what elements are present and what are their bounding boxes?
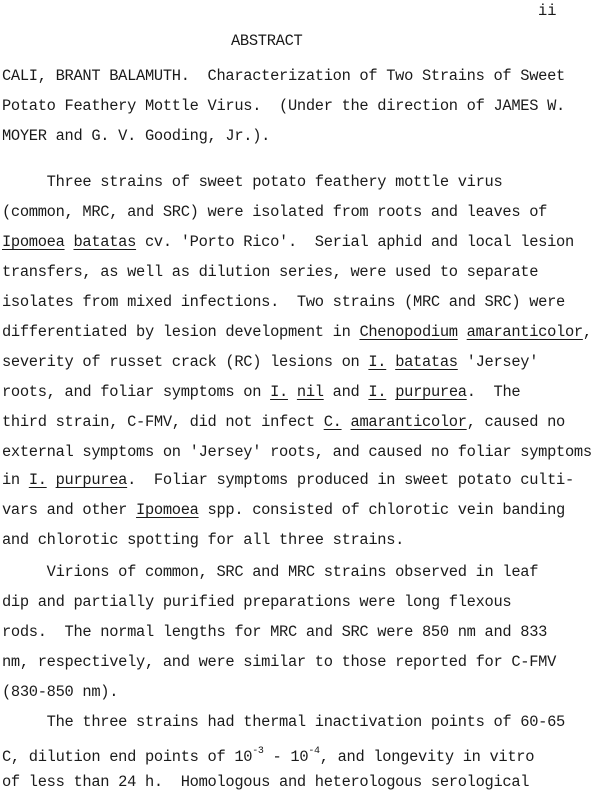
text-segment: spp. consisted of chlorotic vein banding	[198, 501, 565, 519]
text-line	[2, 592, 511, 612]
text-segment	[386, 383, 395, 401]
text-segment: C, dilution end points of 10	[2, 748, 253, 766]
italic-term: purpurea	[55, 471, 128, 489]
text-line	[2, 66, 565, 86]
exponent: -3	[252, 746, 264, 757]
text-segment: external symptoms on 'Jersey' roots, and caused no foliar symptoms	[2, 443, 592, 461]
text-segment: and	[323, 383, 369, 401]
text-segment: differentiated by lesion development in	[2, 323, 360, 341]
text-segment: ,	[582, 323, 592, 341]
text-segment: The three strains had thermal inactivation points of 60-65	[2, 713, 565, 731]
text-line	[2, 742, 534, 767]
text-line	[2, 712, 565, 732]
text-segment: vars and other	[2, 501, 137, 519]
text-segment	[342, 413, 351, 431]
italic-term: Chenopodium	[359, 323, 458, 341]
text-segment: 'Jersey'	[457, 353, 539, 371]
italic-term: batatas	[395, 353, 458, 371]
text-segment: - 10	[263, 748, 309, 766]
text-line	[2, 232, 574, 252]
italic-term: Ipomoea	[2, 233, 65, 251]
text-segment: , and longevity in vitro	[319, 748, 535, 766]
italic-term: I.	[270, 383, 288, 401]
italic-term: amaranticolor	[466, 323, 583, 341]
italic-term: C.	[323, 413, 342, 431]
page-title: ABSTRACT	[231, 32, 303, 50]
italic-term: I.	[28, 471, 47, 489]
text-segment: and chlorotic spotting for all three strains.	[2, 531, 405, 549]
text-segment: isolates from mixed infections. Two strains (MRC and SRC) were	[2, 293, 565, 311]
text-segment	[458, 323, 467, 341]
text-segment: third strain, C-FMV, did not infect	[2, 413, 324, 431]
text-line	[2, 322, 592, 342]
italic-term: nil	[296, 383, 324, 401]
text-line	[2, 442, 592, 462]
text-segment: cv. 'Porto Rico'. Serial aphid and local lesion	[136, 233, 574, 251]
text-segment	[288, 383, 297, 401]
text-line	[2, 382, 520, 402]
text-line	[2, 622, 547, 642]
text-segment: (common, MRC, and SRC) were isolated from roots and leaves of	[2, 203, 548, 221]
text-line	[2, 126, 270, 146]
text-line	[2, 530, 404, 550]
text-line	[2, 412, 565, 432]
text-segment: . Foliar symptoms produced in sweet potato culti-	[127, 471, 574, 489]
italic-term: amaranticolor	[350, 413, 467, 431]
text-line	[2, 682, 118, 702]
text-line	[2, 262, 538, 282]
text-segment: roots, and foliar symptoms on	[2, 383, 271, 401]
text-segment: dip and partially purified preparations were long flexous	[2, 593, 512, 611]
text-segment	[386, 353, 395, 371]
page-number: ii	[538, 2, 557, 20]
text-line	[2, 352, 538, 372]
text-line	[2, 500, 565, 520]
italic-term: batatas	[73, 233, 137, 251]
text-segment: , caused no	[466, 413, 565, 431]
italic-term: I.	[368, 383, 387, 401]
text-line	[2, 292, 565, 312]
text-segment: MOYER and G. V. Gooding, Jr.).	[2, 127, 271, 145]
text-segment: of less than 24 h. Homologous and heterologous serological	[2, 773, 530, 791]
text-line	[2, 772, 529, 792]
text-segment: Virions of common, SRC and MRC strains observed in leaf	[2, 563, 539, 581]
italic-term: I.	[368, 353, 387, 371]
text-segment: in	[2, 471, 29, 489]
text-segment: Three strains of sweet potato feathery mottle virus	[2, 173, 503, 191]
text-line	[2, 470, 574, 490]
text-segment	[47, 471, 56, 489]
text-segment: nm, respectively, and were similar to those reported for C-FMV	[2, 653, 557, 671]
italic-term: Ipomoea	[136, 501, 199, 519]
italic-term: purpurea	[395, 383, 467, 401]
text-segment: rods. The normal lengths for MRC and SRC were 850 nm and 833	[2, 623, 548, 641]
text-segment: transfers, as well as dilution series, were used to separate	[2, 263, 539, 281]
text-line	[2, 172, 502, 192]
text-segment: (830-850 nm).	[2, 683, 119, 701]
exponent: -4	[308, 746, 320, 757]
text-line	[2, 202, 547, 222]
text-segment: Potato Feathery Mottle Virus. (Under the direction of JAMES W.	[2, 97, 565, 115]
text-line	[2, 562, 538, 582]
text-segment: CALI, BRANT BALAMUTH. Characterization of Two Strains of Sweet	[2, 67, 565, 85]
text-segment	[65, 233, 74, 251]
text-segment: severity of russet crack (RC) lesions on	[2, 353, 369, 371]
text-segment: . The	[466, 383, 521, 401]
text-line	[2, 652, 556, 672]
text-line	[2, 96, 565, 116]
